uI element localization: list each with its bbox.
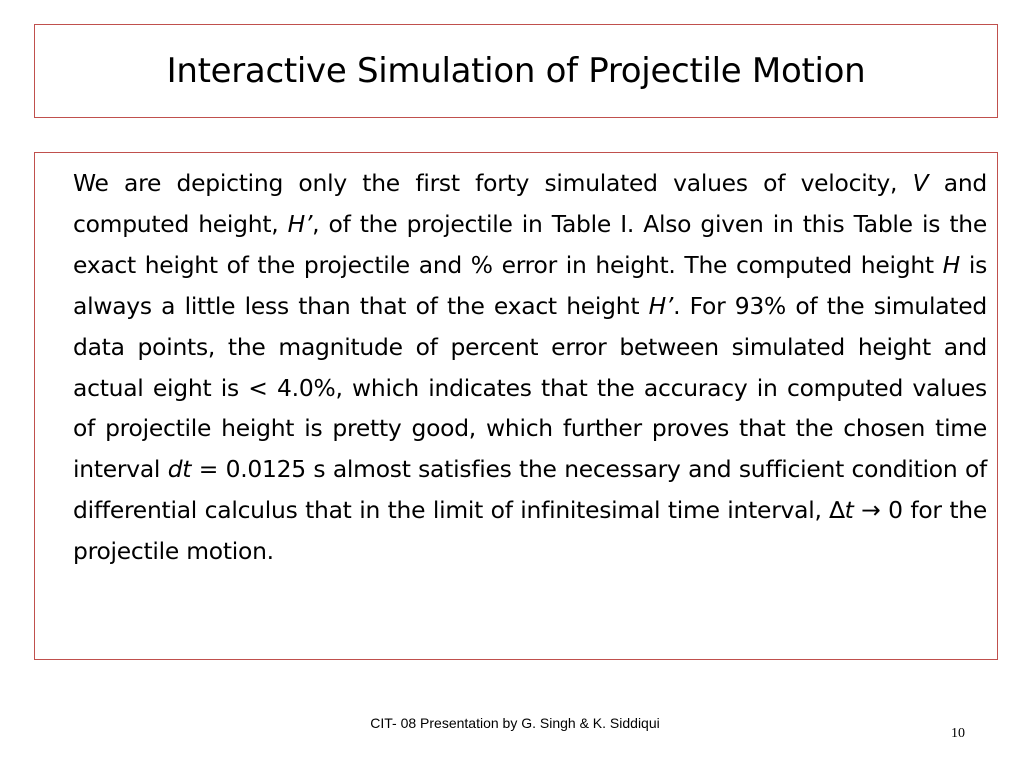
variable-height: H	[942, 250, 961, 279]
variable-t: t	[844, 496, 854, 525]
body-paragraph	[73, 163, 987, 572]
title-box	[34, 24, 998, 118]
body-text-segment: . For 93% of the simulated data points, the magnitude of percent error between simulated height and actual eight is < 4.0%, which indicates that the accuracy in computed values of projectile height is pretty good, which further proves that the chosen time interval	[73, 291, 987, 484]
body-text-segment: , of the projectile in Table I. Also given in this Table is the exact height of the projectile and % error in height. The computed height	[73, 209, 987, 279]
slide-footer: CIT- 08 Presentation by G. Singh & K. Siddiqui	[370, 715, 660, 731]
variable-dt: dt	[167, 455, 192, 484]
body-text-segment: → 0 for the projectile motion.	[73, 496, 987, 566]
body-text-segment: We are depicting only the first forty simulated values of velocity,	[73, 169, 913, 197]
body-text-segment: and computed height,	[73, 169, 987, 238]
body-text-box	[34, 152, 998, 660]
body-text-segment: = 0.0125 s almost satisfies the necessary and sufficient condition of differential calculus that in the limit of infinitesimal time interval, ∆	[73, 455, 987, 525]
variable-velocity: V	[912, 169, 929, 197]
slide-title: Interactive Simulation of Projectile Motion	[166, 51, 866, 91]
page-number: 10	[951, 726, 965, 741]
body-text-segment: is always a little less than that of the exact height	[73, 250, 987, 320]
variable-computed-height: H’	[287, 209, 313, 238]
variable-exact-height: H’	[648, 291, 674, 320]
